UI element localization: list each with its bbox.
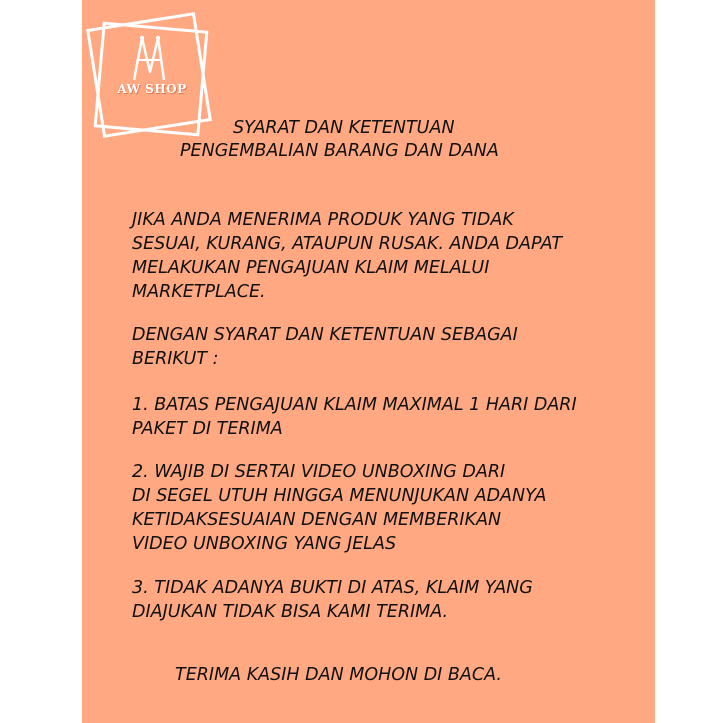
text-line: VIDEO UNBOXING YANG JELAS (132, 534, 397, 554)
closing-note: TERIMA KASIH DAN MOHON DI BACA. (175, 665, 502, 685)
text-line: DIAJUKAN TIDAK BISA KAMI TERIMA. (132, 602, 449, 622)
text-line: PAKET DI TERIMA (132, 419, 283, 439)
term-item-2 (132, 460, 546, 556)
text-line: DENGAN SYARAT DAN KETENTUAN SEBAGAI (132, 325, 518, 345)
text-line: SESUAI, KURANG, ATAUPUN RUSAK. ANDA DAPAT (132, 234, 563, 254)
text-line: BERIKUT : (132, 349, 219, 369)
text-line: JIKA ANDA MENERIMA PRODUK YANG TIDAK (132, 210, 514, 230)
shop-logo (84, 12, 214, 140)
text-line: MELAKUKAN PENGAJUAN KLAIM MELALUI (132, 258, 490, 278)
title-line-1: SYARAT DAN KETENTUAN (233, 118, 455, 138)
text-line: DI SEGEL UTUH HINGGA MENUNJUKAN ADANYA (132, 486, 547, 506)
text-line: 2. WAJIB DI SERTAI VIDEO UNBOXING DARI (132, 462, 506, 482)
text-line: 1. BATAS PENGAJUAN KLAIM MAXIMAL 1 HARI DARI (132, 395, 577, 415)
term-item-1 (132, 393, 577, 441)
title-line-2: PENGEMBALIAN BARANG DAN DANA (180, 141, 499, 161)
paragraph-terms-lead (132, 323, 518, 371)
term-item-3 (132, 576, 533, 624)
crown-mark-icon (128, 30, 168, 86)
text-line: MARKETPLACE. (132, 282, 266, 302)
text-line: 3. TIDAK ADANYA BUKTI DI ATAS, KLAIM YANG (132, 578, 533, 598)
logo-text: AW SHOP (117, 82, 187, 96)
text-line: KETIDAKSESUAIAN DENGAN MEMBERIKAN (132, 510, 502, 530)
paragraph-intro (132, 208, 562, 304)
